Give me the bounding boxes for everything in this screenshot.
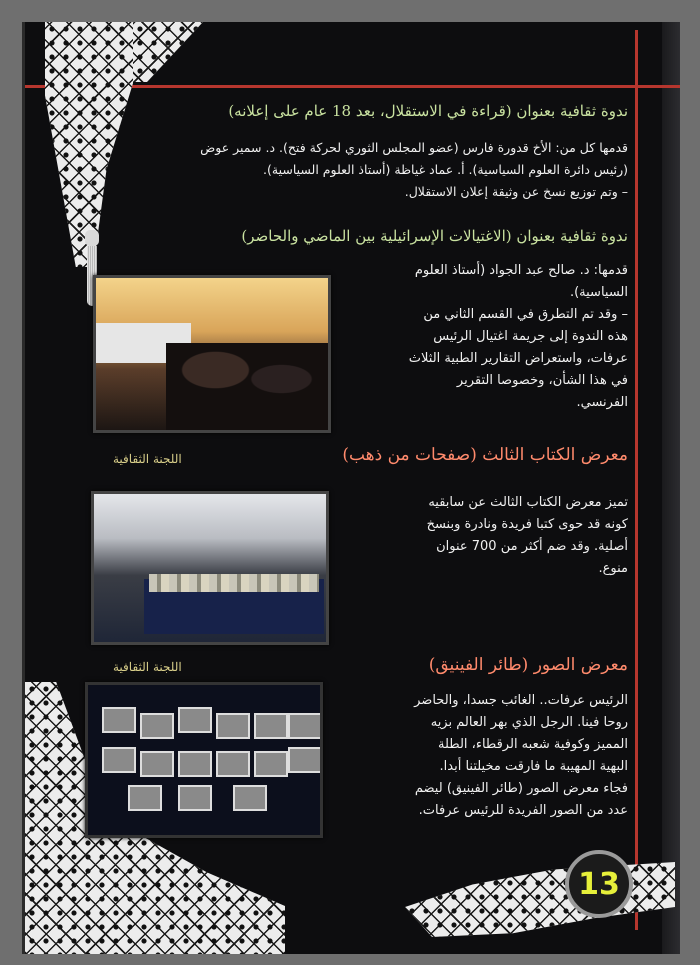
section2-line: هذه الندوة إلى جريمة اغتيال الرئيس — [433, 329, 628, 344]
section4-line: الرئيس عرفات.. الغائب جسدا، والحاضر — [414, 693, 628, 708]
section2-line: السياسية). — [569, 285, 628, 300]
section1-heading: ندوة ثقافية بعنوان (قراءة في الاستقلال، بعد 18 عام على إعلانه) — [228, 102, 628, 120]
section4-line: عدد من الصور الفريدة للرئيس عرفات. — [418, 803, 628, 818]
document-page — [22, 22, 680, 954]
section4-line: المميز وكوفية شعبه الرقطاء، الطلة — [438, 737, 628, 752]
section2-body — [378, 260, 628, 414]
section4-heading: معرض الصور (طائر الفينيق) — [428, 655, 628, 675]
section2-line: الفرنسي. — [576, 395, 628, 410]
section4-line: روحا فينا. الرجل الذي بهر العالم بزيه — [430, 715, 628, 730]
section2-line: في هذا الشأن، وخصوصا التقرير — [456, 373, 628, 388]
section3-body — [378, 492, 628, 580]
section4-line: فجاء معرض الصور (طائر الفينيق) ليضم — [414, 781, 628, 796]
section4-line: البهية المهيبة ما فارقت مخيلتنا أبدا. — [439, 759, 628, 774]
section3-line: تميز معرض الكتاب الثالث عن سابقيه — [428, 495, 628, 510]
page-number: 13 — [565, 850, 633, 918]
keffiyeh-scarf-flap-decoration — [133, 22, 203, 82]
section3-line: أصلية. وقد ضم أكثر من 700 عنوان — [436, 539, 628, 554]
section2-line: قدمها: د. صالح عبد الجواد (أستاذ العلوم — [414, 263, 628, 278]
section3-heading: معرض الكتاب الثالث (صفحات من ذهب) — [342, 445, 628, 465]
section1-line: (رئيس دائرة العلوم السياسية). أ. عماد غياظة (أستاذ العلوم السياسية). — [263, 162, 628, 177]
section3-line: كونه قد حوى كتبا فريدة ونادرة وبنسخ — [426, 517, 628, 532]
section2-line: – وقد تم التطرق في القسم الثاني من — [423, 307, 628, 322]
section3-line: منوع. — [598, 561, 628, 576]
section3-caption: اللجنة الثقافية — [113, 452, 182, 466]
book-fair-photo — [91, 491, 329, 645]
section1-line: – وتم توزيع نسخ عن وثيقة إعلان الاستقلال. — [404, 184, 628, 199]
seminar-photo — [93, 275, 331, 433]
section1-body — [108, 137, 628, 203]
red-vertical-rule — [635, 30, 638, 930]
section2-heading: ندوة ثقافية بعنوان (الاغتيالات الإسرائيلية بين الماضي والحاضر) — [241, 227, 628, 245]
section4-body — [368, 690, 628, 822]
photo-exhibition-photo — [85, 682, 323, 838]
section2-line: عرفات، واستعراض التقارير الطبية الثلاث — [408, 351, 628, 366]
page-edge — [662, 22, 680, 954]
section4-caption: اللجنة الثقافية — [113, 660, 182, 674]
section1-line: قدمها كل من: الأخ قدورة فارس (عضو المجلس الثوري لحركة فتح). د. سمير عوض — [200, 140, 628, 155]
